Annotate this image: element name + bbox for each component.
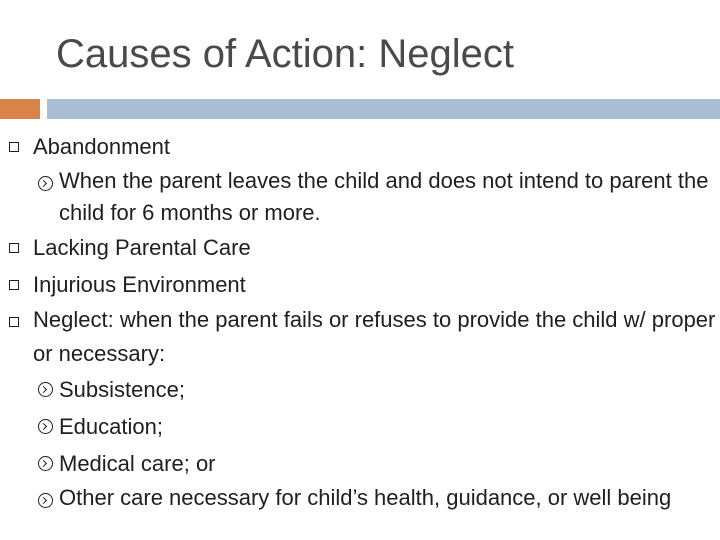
slide-title: Causes of Action: Neglect: [56, 32, 515, 76]
bullet-text: Education;: [59, 414, 163, 439]
circle-check-bullet-icon: [38, 176, 53, 191]
sub-bullet-item-education: [0, 408, 720, 445]
bullet-text: Lacking Parental Care: [33, 235, 251, 260]
bullet-item-neglect: [0, 303, 720, 371]
bullet-text: When the parent leaves the child and does not intend to parent the child for 6 months or more.: [59, 168, 709, 225]
sub-bullet-item-medical-care: [0, 445, 720, 482]
bullet-text: Injurious Environment: [33, 272, 246, 297]
circle-check-bullet-icon: [38, 419, 53, 434]
square-bullet-icon: [9, 142, 19, 152]
bullet-text: Other care necessary for child’s health, guidance, or well being: [59, 485, 672, 510]
accent-bar: [0, 99, 40, 119]
square-bullet-icon: [9, 243, 19, 253]
bullet-item-injurious-environment: [0, 266, 720, 303]
square-bullet-icon: [9, 317, 19, 327]
sub-bullet-item-subsistence: [0, 371, 720, 408]
sub-bullet-item-other-care: [0, 482, 720, 514]
header-bar: [47, 99, 720, 119]
bullet-text: Medical care; or: [59, 451, 216, 476]
bullet-list: [0, 128, 720, 514]
circle-check-bullet-icon: [38, 456, 53, 471]
sub-bullet-item-abandonment-definition: [0, 165, 720, 229]
bullet-item-lacking-parental-care: [0, 229, 720, 266]
square-bullet-icon: [9, 280, 19, 290]
bullet-text: Neglect: when the parent fails or refuses to provide the child w/ proper or necessary:: [33, 307, 716, 366]
bullet-text: Abandonment: [33, 134, 170, 159]
bullet-item-abandonment: [0, 128, 720, 165]
bullet-text: Subsistence;: [59, 377, 185, 402]
circle-check-bullet-icon: [38, 493, 53, 508]
circle-check-bullet-icon: [38, 382, 53, 397]
